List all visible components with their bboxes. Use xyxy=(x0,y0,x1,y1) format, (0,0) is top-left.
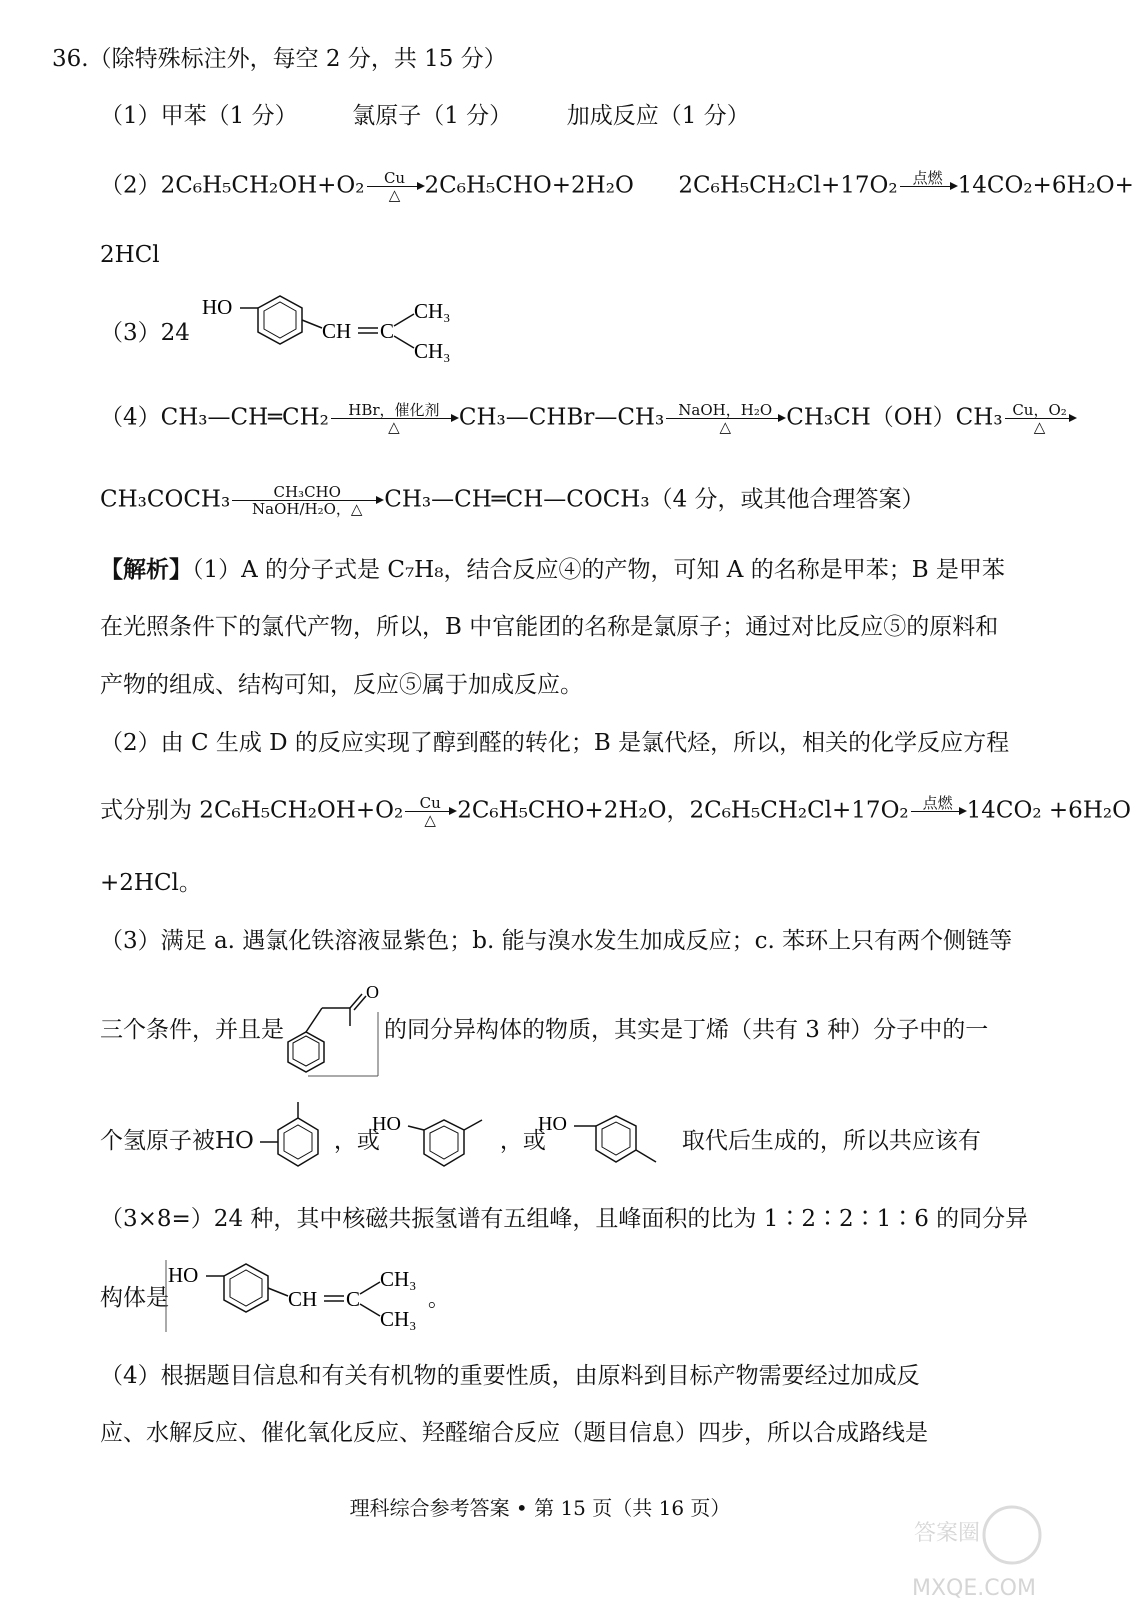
analysis-text-9a: 个氢原子被HO xyxy=(100,1128,254,1154)
route-cond-4: CH₃CHO xyxy=(273,483,341,501)
answer-1b: 氯原子（1 分） xyxy=(352,103,513,129)
route-arrow-3 xyxy=(1005,402,1075,435)
part-2-label: （2） xyxy=(100,172,161,199)
route-cond-2: NaOH，H₂O xyxy=(678,401,773,419)
synthesis-route-line2 xyxy=(100,484,925,517)
methyl-label-top-2: CH₃ xyxy=(380,1267,417,1291)
analysis-text-8b: 的同分异构体的物质，其实是丁烯（共有 3 种）分子中的一 xyxy=(384,1017,989,1043)
eq2-continuation: 2HCl xyxy=(100,242,160,268)
eq2-arrow xyxy=(900,170,956,203)
ketone-structure xyxy=(278,982,388,1078)
part-2-equations xyxy=(100,170,1134,203)
route-arrow-4 xyxy=(232,484,382,517)
hydroxy-label-3: HO xyxy=(538,1113,567,1135)
c-label: C xyxy=(380,319,395,343)
watermark-logo xyxy=(912,1495,1052,1605)
route-arrow-1 xyxy=(331,402,457,435)
answer-1c: 加成反应（1 分） xyxy=(566,103,750,129)
analysis-cond-2: 点燃 xyxy=(922,794,953,812)
analysis-line-8 xyxy=(100,1015,988,1045)
analysis-line-4: （2）由 C 生成 D 的反应实现了醇到醛的转化；B 是氯代烃，所以，相关的化学反应方程 xyxy=(100,730,1010,756)
hydroxy-label: HO xyxy=(202,295,233,319)
eq2-products: 14CO₂+6H₂O+ xyxy=(957,172,1134,199)
analysis-or-2: ，或 xyxy=(499,1128,546,1154)
eq1-arrow xyxy=(367,170,423,203)
ch-label-2: CH xyxy=(288,1287,318,1311)
meta-cresol-structure xyxy=(372,1108,492,1174)
methyl-label-bottom: CH₃ xyxy=(414,339,451,363)
route-label: （4） xyxy=(100,404,161,431)
route-cond-4b: NaOH/H₂O，△ xyxy=(252,500,363,518)
ortho-cresol-structure xyxy=(258,1100,338,1176)
part-1-answers xyxy=(100,101,750,131)
bromopropane: CH₃—CHBr—CH₃ xyxy=(458,404,665,431)
analysis-tag: 【解析】 xyxy=(100,556,192,583)
isomer-structure-2 xyxy=(164,1258,454,1338)
propene: CH₃—CH═CH₂ xyxy=(160,404,329,431)
c-label-2: C xyxy=(346,1287,361,1311)
analysis-eq-mid: 2C₆H₅CHO+2H₂O，2C₆H₅CH₂Cl+17O₂ xyxy=(457,797,909,824)
eq1-heat: △ xyxy=(388,186,401,204)
isopropanol: CH₃CH（OH）CH₃ xyxy=(786,404,1003,431)
watermark-text: 答案圈 xyxy=(914,1521,981,1546)
analysis-or-1: ，或 xyxy=(333,1128,380,1154)
page-footer: 理科综合参考答案 • 第 15 页（共 16 页） xyxy=(349,1496,731,1520)
answer-1a: 甲苯（1 分） xyxy=(160,103,298,129)
isomer-structure-1 xyxy=(200,288,470,368)
route-cond-1: HBr，催化剂 xyxy=(348,401,440,419)
analysis-text-11: 构体是 xyxy=(100,1285,169,1311)
eq1-products: 2C₆H₅CHO+2H₂O xyxy=(424,172,634,199)
methyl-label-bottom-2: CH₃ xyxy=(380,1307,417,1331)
analysis-line-3: 产物的组成、结构可知，反应⑤属于加成反应。 xyxy=(100,672,583,698)
analysis-heat-1: △ xyxy=(424,811,436,829)
part-1-label: （1） xyxy=(100,103,161,129)
hydroxy-label-4: HO xyxy=(168,1263,199,1287)
watermark-url: MXQE.COM xyxy=(912,1576,1036,1601)
analysis-eq2-right: 14CO₂ +6H₂O xyxy=(966,797,1131,824)
route-arrow-2 xyxy=(666,402,784,435)
analysis-line-2: 在光照条件下的氯代产物，所以，B 中官能团的名称是氯原子；通过对比反应⑤的原料和 xyxy=(100,614,999,640)
analysis-line-6: +2HCl。 xyxy=(100,870,202,896)
route-heat-1: △ xyxy=(388,418,400,436)
acetone: CH₃COCH₃ xyxy=(100,486,231,513)
eq2-condition: 点燃 xyxy=(912,169,943,187)
hydroxy-label-2: HO xyxy=(372,1113,401,1135)
analysis-cond-1: Cu xyxy=(419,794,441,812)
analysis-text-1: （1）A 的分子式是 C₇H₈，结合反应④的产物，可知 A 的名称是甲苯；B 是甲苯 xyxy=(192,557,1005,583)
analysis-text-9b: 取代后生成的，所以共应该有 xyxy=(681,1128,981,1154)
analysis-eq1-left: 式分别为 2C₆H₅CH₂OH+O₂ xyxy=(100,797,404,824)
eq1-catalyst: Cu xyxy=(383,169,406,187)
synthesis-route-line1 xyxy=(100,402,1077,435)
analysis-text-8a: 三个条件，并且是 xyxy=(100,1017,284,1043)
period-mark: 。 xyxy=(428,1287,449,1311)
route-heat-2: △ xyxy=(719,418,731,436)
route-cond-3: Cu，O₂ xyxy=(1012,401,1067,419)
carbonyl-o-label: O xyxy=(366,982,379,1002)
analysis-line-1 xyxy=(100,555,1005,585)
question-title: 36.（除特殊标注外，每空 2 分，共 15 分） xyxy=(52,46,507,72)
analysis-line-11 xyxy=(100,1283,169,1313)
analysis-line-5 xyxy=(100,795,1131,828)
analysis-line-7: （3）满足 a. 遇氯化铁溶液显紫色；b. 能与溴水发生加成反应；c. 苯环上只有两个侧链等 xyxy=(100,928,1013,954)
ch-label: CH xyxy=(322,319,352,343)
methyl-label-top: CH₃ xyxy=(414,299,451,323)
eq2-reactants: 2C₆H₅CH₂Cl+17O₂ xyxy=(678,172,898,199)
target-product: CH₃—CH═CH—COCH₃（4 分，或其他合理答案） xyxy=(384,486,925,513)
analysis-line-13: 应、水解反应、催化氧化反应、羟醛缩合反应（题目信息）四步，所以合成路线是 xyxy=(100,1420,928,1446)
eq1-reactants: 2C₆H₅CH₂OH+O₂ xyxy=(160,172,365,199)
part-3-count: （3）24 xyxy=(100,320,190,346)
para-cresol-structure xyxy=(538,1108,668,1172)
analysis-line-10: （3×8=）24 种，其中核磁共振氢谱有五组峰，且峰面积的比为 1∶2∶2∶1∶6 的同分异 xyxy=(100,1206,1029,1232)
analysis-line-12: （4）根据题目信息和有关有机物的重要性质，由原料到目标产物需要经过加成反 xyxy=(100,1363,920,1389)
analysis-arrow-1 xyxy=(405,795,455,828)
analysis-arrow-2 xyxy=(911,795,965,828)
route-heat-3: △ xyxy=(1033,418,1046,436)
